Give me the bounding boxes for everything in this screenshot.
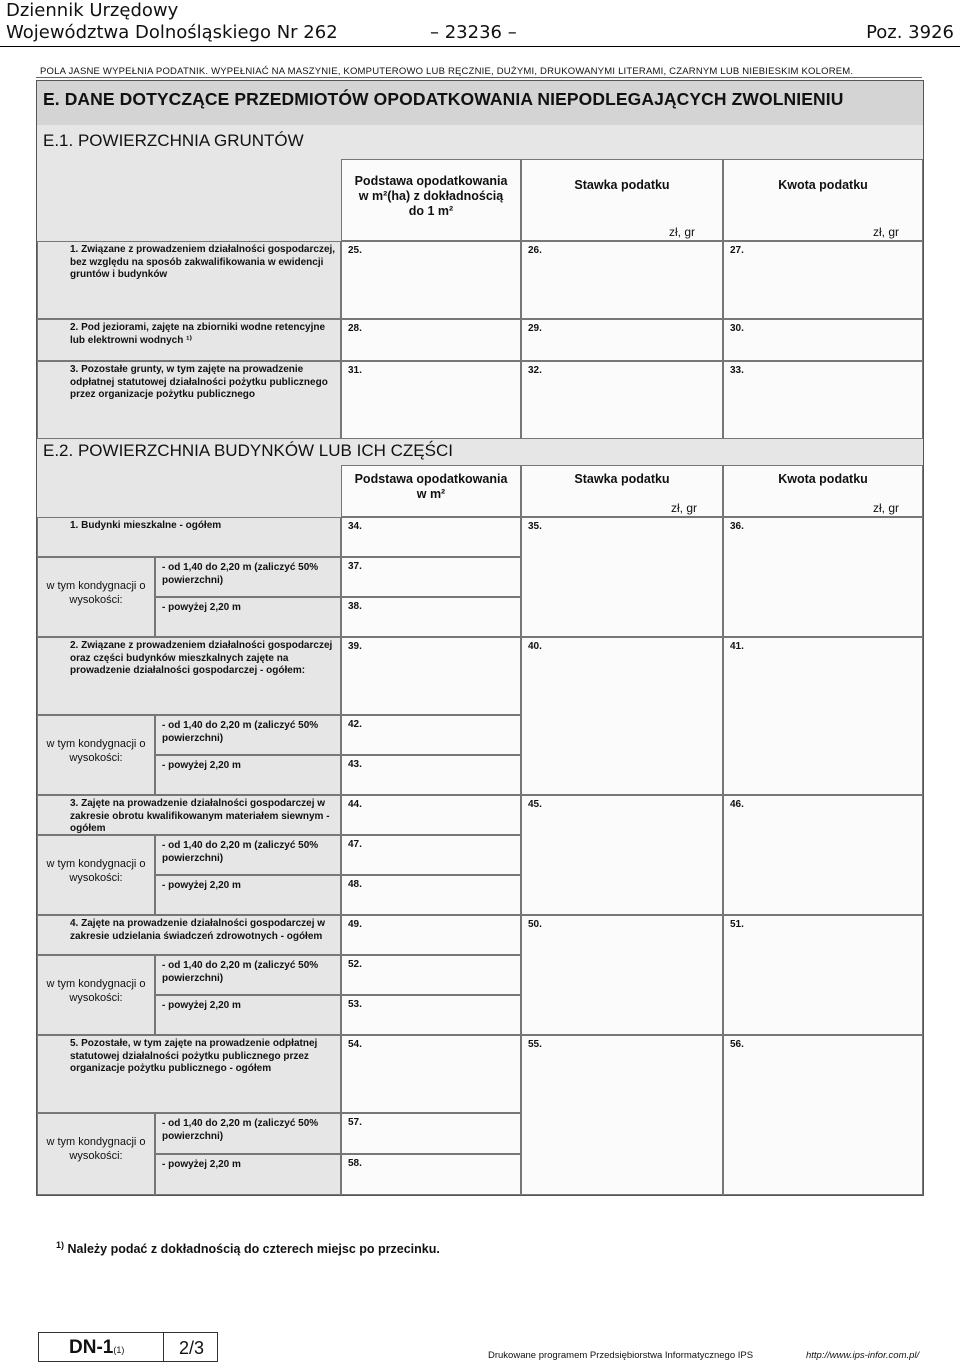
e2-field-40[interactable] (521, 637, 723, 795)
printer-url: http://www.ips-infor.com.pl/ (806, 1350, 920, 1361)
e2-field-58[interactable] (341, 1154, 521, 1195)
field-number: 38. (348, 601, 362, 612)
header-divider (0, 46, 960, 47)
e1-field-30[interactable] (723, 319, 923, 361)
field-number: 49. (348, 919, 362, 930)
gazette-issue: Województwa Dolnośląskiego Nr 262 (6, 22, 338, 43)
page-number: – 23236 – (430, 22, 517, 43)
field-number: 27. (730, 245, 744, 256)
footnote (56, 1240, 440, 1256)
e2-field-39[interactable] (341, 637, 521, 715)
e2-field-54[interactable] (341, 1035, 521, 1113)
e2-group5-opt1: - od 1,40 do 2,20 m (zaliczyć 50% powierzchni) (155, 1113, 341, 1154)
e2-field-49[interactable] (341, 915, 521, 955)
e2-group2-label: 2. Związane z prowadzeniem działalności gospodarczej oraz części budynków mieszkalnych zajęte na prowadzenie działalności gospodarczej - ogółem: (37, 637, 341, 715)
fill-instruction: POLA JASNE WYPEŁNIA PODATNIK. WYPEŁNIAĆ NA MASZYNIE, KOMPUTEROWO LUB RĘCZNIE, DUŻYMI, DRUKOWANYMI LITERAMI, CZARNYM LUB NIEBIESKIM KOLOREM. (40, 66, 854, 77)
e2-group4-opt2: - powyżej 2,20 m (155, 995, 341, 1035)
field-number: 35. (528, 521, 542, 532)
e1-col-base-header (341, 159, 521, 241)
field-number: 32. (528, 365, 542, 376)
e2-field-34[interactable] (341, 517, 521, 557)
form-code (69, 1337, 124, 1359)
e2-field-50[interactable] (521, 915, 723, 1035)
e2-group4-kondygnacji: w tym kondygnacji o wysokości: (37, 955, 155, 1035)
e2-amount-currency: zł, gr (873, 501, 900, 515)
e2-group3-kondygnacji: w tym kondygnacji o wysokości: (37, 835, 155, 915)
field-number: 39. (348, 641, 362, 652)
e1-row3-label: 3. Pozostałe grunty, w tym zajęte na prowadzenie odpłatnej statutowej działalności pożytku publicznego przez organizacje pożytku publicznego (37, 361, 341, 439)
e2-field-51[interactable] (723, 915, 923, 1035)
e2-group1-opt1: - od 1,40 do 2,20 m (zaliczyć 50% powierzchni) (155, 557, 341, 597)
instruction-divider (36, 77, 922, 78)
e2-group2-opt1: - od 1,40 do 2,20 m (zaliczyć 50% powierzchni) (155, 715, 341, 755)
e1-row2-label: 2. Pod jeziorami, zajęte na zbiorniki wodne retencyjne lub elektrowni wodnych ¹⁾ (37, 319, 341, 361)
printer-note: Drukowane programem Przedsiębiorstwa Informatycznego IPS (488, 1350, 754, 1361)
e1-field-33[interactable] (723, 361, 923, 439)
field-number: 33. (730, 365, 744, 376)
field-number: 55. (528, 1039, 542, 1050)
form-version: (1) (113, 1345, 125, 1355)
e1-field-31[interactable] (341, 361, 521, 439)
e1-rate-currency: zł, gr (669, 225, 696, 239)
field-number: 25. (348, 245, 362, 256)
e2-col-amount-label: Kwota podatku (778, 472, 868, 486)
e2-group3-label: 3. Zajęte na prowadzenie działalności gospodarczej w zakresie obrotu kwalifikowanym materiałem siewnym - ogółem (37, 795, 341, 835)
field-number: 47. (348, 839, 362, 850)
e1-field-27[interactable] (723, 241, 923, 319)
section-e-title: E. DANE DOTYCZĄCE PRZEDMIOTÓW OPODATKOWANIA NIEPODLEGAJĄCYCH ZWOLNIENIU (37, 81, 923, 125)
e1-col-rate-label: Stawka podatku (574, 178, 670, 192)
field-number: 37. (348, 561, 362, 572)
e2-group5-opt2: - powyżej 2,20 m (155, 1154, 341, 1195)
e1-field-26[interactable] (521, 241, 723, 319)
e2-field-52[interactable] (341, 955, 521, 995)
e2-group3-opt2: - powyżej 2,20 m (155, 875, 341, 915)
e1-col-base-label: Podstawa opodatkowania w m²(ha) z dokładnością do 1 m² (354, 174, 508, 218)
e2-field-47[interactable] (341, 835, 521, 875)
field-number: 28. (348, 323, 362, 334)
field-number: 56. (730, 1039, 744, 1050)
field-number: 51. (730, 919, 744, 930)
field-number: 40. (528, 641, 542, 652)
e1-field-32[interactable] (521, 361, 723, 439)
e2-group1-label: 1. Budynki mieszkalne - ogółem (37, 517, 341, 557)
field-number: 50. (528, 919, 542, 930)
gazette-header (0, 0, 960, 50)
e2-field-56[interactable] (723, 1035, 923, 1195)
form-code-box (38, 1332, 218, 1362)
field-number: 29. (528, 323, 542, 334)
field-number: 42. (348, 719, 362, 730)
e2-field-37[interactable] (341, 557, 521, 597)
form-code-name: DN-1 (69, 1337, 114, 1358)
position-number: Poz. 3926 (866, 22, 954, 43)
field-number: 54. (348, 1039, 362, 1050)
field-number: 58. (348, 1158, 362, 1169)
e2-field-57[interactable] (341, 1113, 521, 1154)
gazette-title: Dziennik Urzędowy (6, 0, 179, 21)
field-number: 53. (348, 999, 362, 1010)
footnote-mark: 1) (56, 1240, 65, 1250)
e1-col-amount-label: Kwota podatku (778, 178, 868, 192)
e2-field-43[interactable] (341, 755, 521, 795)
section-e2-title: E.2. POWIERZCHNIA BUDYNKÓW LUB ICH CZĘŚCI (43, 441, 453, 460)
field-number: 26. (528, 245, 542, 256)
e2-group5-label: 5. Pozostałe, w tym zajęte na prowadzenie odpłatnej statutowej działalności pożytku publicznego przez organizacje pożytku publicznego - ogółem (37, 1035, 341, 1113)
e2-group1-kondygnacji: w tym kondygnacji o wysokości: (37, 557, 155, 637)
e2-group1-opt2: - powyżej 2,20 m (155, 597, 341, 637)
field-number: 48. (348, 879, 362, 890)
e2-field-36[interactable] (723, 517, 923, 637)
e1-field-28[interactable] (341, 319, 521, 361)
form-code-divider (163, 1333, 164, 1361)
e2-field-55[interactable] (521, 1035, 723, 1195)
e2-group4-opt1: - od 1,40 do 2,20 m (zaliczyć 50% powierzchni) (155, 955, 341, 995)
e2-field-44[interactable] (341, 795, 521, 835)
field-number: 45. (528, 799, 542, 810)
e2-group5-kondygnacji: w tym kondygnacji o wysokości: (37, 1113, 155, 1195)
e2-field-42[interactable] (341, 715, 521, 755)
field-number: 46. (730, 799, 744, 810)
e2-group2-opt2: - powyżej 2,20 m (155, 755, 341, 795)
field-number: 30. (730, 323, 744, 334)
e2-rate-currency: zł, gr (671, 501, 698, 515)
field-number: 31. (348, 365, 362, 376)
e1-row1-label: 1. Związane z prowadzeniem działalności gospodarczej, bez względu na sposób zakwalifikowania w ewidencji gruntów i budynków (37, 241, 341, 319)
e1-amount-currency: zł, gr (873, 225, 900, 239)
e2-field-41[interactable] (723, 637, 923, 795)
e2-field-46[interactable] (723, 795, 923, 915)
footnote-text: Należy podać z dokładnością do czterech miejsc po przecinku. (67, 1242, 440, 1257)
field-number: 36. (730, 521, 744, 532)
e2-col-rate-label: Stawka podatku (574, 472, 670, 486)
e2-field-38[interactable] (341, 597, 521, 637)
section-e1-title: E.1. POWIERZCHNIA GRUNTÓW (43, 131, 304, 150)
field-number: 52. (348, 959, 362, 970)
tax-form (36, 80, 924, 1196)
e2-field-35[interactable] (521, 517, 723, 637)
field-number: 57. (348, 1117, 362, 1128)
e1-field-29[interactable] (521, 319, 723, 361)
e1-field-25[interactable] (341, 241, 521, 319)
e2-group4-label: 4. Zajęte na prowadzenie działalności gospodarczej w zakresie udzielania świadczeń zdrowotnych - ogółem (37, 915, 341, 955)
field-number: 41. (730, 641, 744, 652)
e2-col-base-label: Podstawa opodatkowania w m² (354, 472, 508, 501)
field-number: 43. (348, 759, 362, 770)
field-number: 34. (348, 521, 362, 532)
form-page: 2/3 (179, 1338, 205, 1358)
e2-field-53[interactable] (341, 995, 521, 1035)
e2-field-48[interactable] (341, 875, 521, 915)
e2-col-base-header (341, 465, 521, 517)
e2-group2-kondygnacji: w tym kondygnacji o wysokości: (37, 715, 155, 795)
e2-group3-opt1: - od 1,40 do 2,20 m (zaliczyć 50% powierzchni) (155, 835, 341, 875)
field-number: 44. (348, 799, 362, 810)
e2-field-45[interactable] (521, 795, 723, 915)
